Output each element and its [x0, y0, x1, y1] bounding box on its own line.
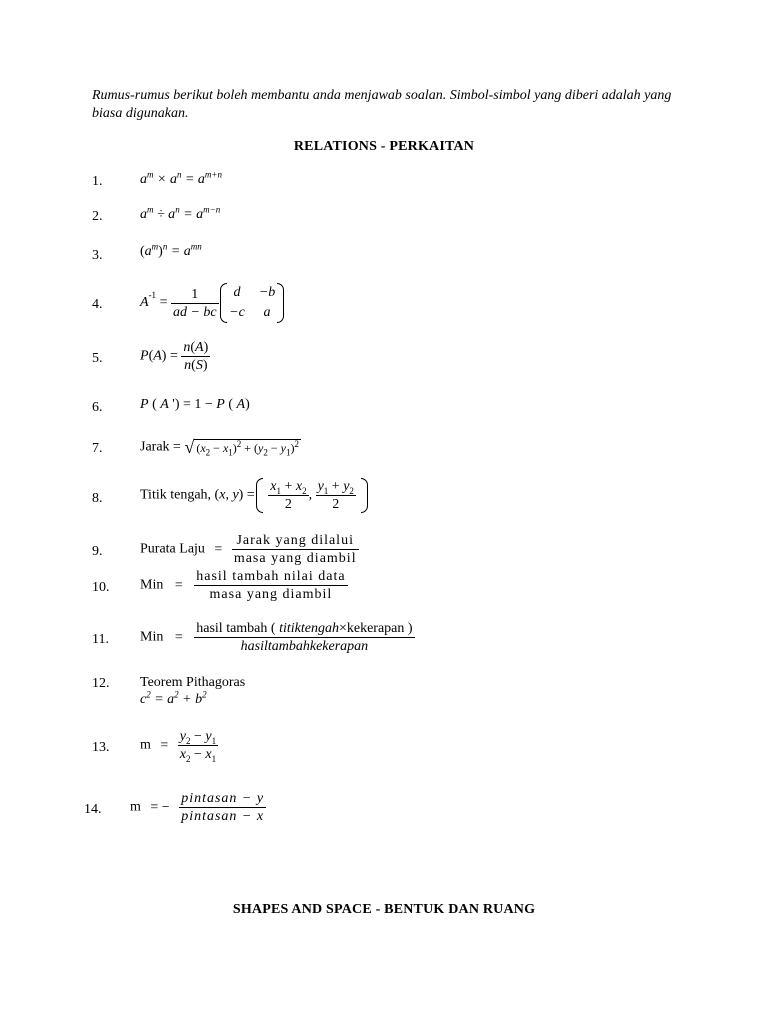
formula-6: P ( A ') = 1 − P ( A): [140, 397, 250, 412]
item-number: 6.: [92, 400, 103, 415]
fraction-denominator: hasiltambahkekerapan: [194, 637, 414, 655]
formula-13: m = $\frac{y_2 - y_1}{x_2 - x_1}$: [140, 729, 217, 764]
fraction-numerator-part: titiktengah: [279, 621, 339, 636]
item-number: 13.: [92, 740, 110, 755]
formula-3: $(a^m)^n = a^{mn}$: [140, 241, 202, 259]
item-number: 14.: [84, 802, 102, 817]
intro-text: Rumus-rumus berikut boleh membantu anda menjawab soalan. Simbol-simbol yang diberi adalah yang biasa digunakan.: [92, 88, 672, 121]
formula-label: Titik tengah,: [140, 487, 212, 503]
item-number: 3.: [92, 248, 103, 263]
item-number: 1.: [92, 174, 103, 189]
formula-9: Purata Laju = $\frac{\text{Jarak yang dilalui}}{\text{masa yang diambil}}$: [140, 533, 357, 566]
item-number: 8.: [92, 491, 103, 506]
formula-8: Titik tengah, (x, y) = $\frac{x_1 + x_2}{2}$ , $\frac{y_1 + y_2}{2}$: [140, 478, 366, 513]
formula-10: Min = $\frac{\text{hasil tambah nilai data}}{\text{masa yang diambil}}$: [140, 569, 346, 602]
item-number: 4.: [92, 297, 103, 312]
fraction-denominator: pintasan − x: [181, 809, 265, 824]
formula-label: Min: [140, 629, 164, 645]
formula-14: m = − $\frac{\text{pintasan − y}}{\text{pintasan − x}}$: [130, 791, 265, 824]
item-number: 9.: [92, 544, 103, 559]
formula-2: $a^m \div a^n = a^{m-n}$: [140, 204, 221, 222]
formula-label: Purata Laju: [140, 541, 205, 557]
fraction-numerator-part: ×kekerapan ): [338, 621, 413, 636]
formula-5: P(A) = $\frac{n(A)}{n(S)}$: [140, 340, 209, 373]
item-number: 11.: [92, 632, 109, 647]
formula-label: Jarak =: [140, 439, 181, 455]
formula-7: Jarak = √ $(x_2 - x_1)^2 + (y_2 - y_1)^2$: [140, 437, 299, 458]
fraction-numerator: hasil tambah nilai data: [196, 569, 346, 584]
section-heading-relations: RELATIONS - PERKAITAN: [293, 139, 475, 154]
item-number: 7.: [92, 441, 103, 456]
formula-label: Min: [140, 577, 164, 593]
formula-label: Teorem Pithagoras: [140, 675, 246, 690]
fraction-numerator: pintasan − y: [181, 791, 265, 806]
item-number: 12.: [92, 676, 110, 691]
formula-1: $a^m \times a^n = a^{m+n}$: [140, 169, 222, 187]
formula-label: m: [130, 799, 141, 815]
fraction-numerator: Jarak yang dilalui: [236, 533, 354, 548]
formula-4: $A^{-1}$ = $\frac{1}{ad - bc}$ d −b −c a: [140, 283, 282, 323]
section-heading-shapes: SHAPES AND SPACE - BENTUK DAN RUANG: [232, 902, 536, 917]
formula-12: $c^2 = a^2 + b^2$: [140, 689, 207, 707]
formula-label: m: [140, 737, 151, 753]
fraction-denominator: masa yang diambil: [194, 585, 347, 603]
formula-11: Min = $\frac{\text{hasil tambah ( titiktengah×kekerapan )}}{\text{hasiltambahkekerapan}}$: [140, 621, 413, 654]
item-number: 10.: [92, 580, 110, 595]
item-number: 2.: [92, 209, 103, 224]
fraction-numerator-part: hasil tambah (: [196, 621, 276, 636]
fraction-denominator: masa yang diambil: [233, 551, 357, 566]
item-number: 5.: [92, 351, 103, 366]
